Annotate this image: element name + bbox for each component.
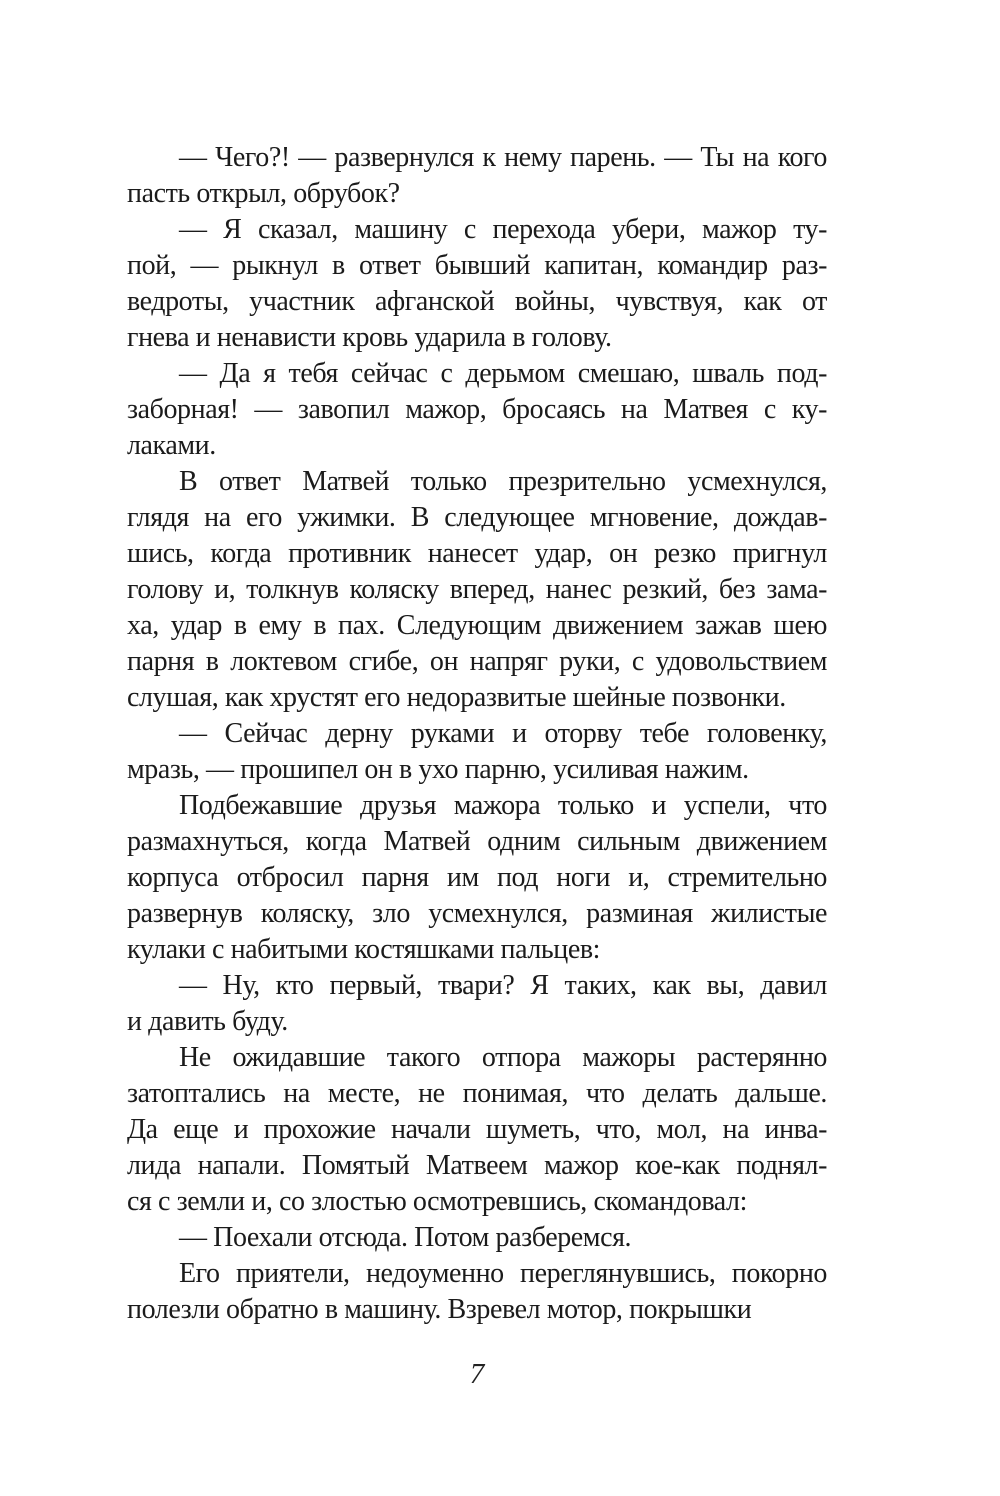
paragraph bbox=[127, 1220, 827, 1256]
text-line: пой, — рыкнул в ответ бывший капитан, командир раз- bbox=[127, 250, 827, 281]
text-line: размахнуться, когда Матвей одним сильным движением bbox=[127, 826, 827, 857]
text-line: голову и, толкнув коляску вперед, нанес резкий, без зама- bbox=[127, 574, 827, 605]
text-line: — Поехали отсюда. Потом разберемся. bbox=[179, 1222, 632, 1253]
text-line: гнева и ненависти кровь ударила в голову. bbox=[127, 322, 612, 353]
text-line: заборная! — завопил мажор, бросаясь на Матвея с ку- bbox=[127, 394, 827, 425]
paragraph bbox=[127, 212, 827, 356]
text-line: ся с земли и, со злостью осмотревшись, скомандовал: bbox=[127, 1186, 747, 1217]
text-line: кулаки с набитыми костяшками пальцев: bbox=[127, 934, 600, 965]
text-line: лаками. bbox=[127, 430, 216, 461]
text-line: — Да я тебя сейчас с дерьмом смешаю, шваль под- bbox=[179, 358, 827, 389]
text-line: Не ожидавшие такого отпора мажоры растерянно bbox=[179, 1042, 827, 1073]
text-line: полезли обратно в машину. Взревел мотор, покрышки bbox=[127, 1294, 752, 1325]
page-text bbox=[127, 140, 827, 1328]
text-line: — Я сказал, машину с перехода убери, мажор ту- bbox=[179, 214, 827, 245]
text-line: — Сейчас дерну руками и оторву тебе головенку, bbox=[179, 718, 827, 749]
paragraph bbox=[127, 1256, 827, 1328]
text-line: В ответ Матвей только презрительно усмехнулся, bbox=[179, 466, 827, 497]
paragraph bbox=[127, 356, 827, 464]
text-line: затоптались на месте, не понимая, что делать дальше. bbox=[127, 1078, 827, 1109]
paragraph bbox=[127, 716, 827, 788]
text-line: глядя на его ужимки. В следующее мгновение, дождав- bbox=[127, 502, 827, 533]
text-line: шись, когда противник нанесет удар, он резко пригнул bbox=[127, 538, 827, 569]
text-line: ведроты, участник афганской войны, чувствуя, как от bbox=[127, 286, 827, 317]
text-line: — Чего?! — развернулся к нему парень. — Ты на кого bbox=[179, 142, 827, 173]
text-line: парня в локтевом сгибе, он напряг руки, с удовольствием bbox=[127, 646, 827, 677]
text-line: Его приятели, недоуменно переглянувшись, покорно bbox=[179, 1258, 827, 1289]
text-line: корпуса отбросил парня им под ноги и, стремительно bbox=[127, 862, 827, 893]
text-line: ха, удар в ему в пах. Следующим движением зажав шею bbox=[127, 610, 827, 641]
paragraph bbox=[127, 968, 827, 1040]
text-line: — Ну, кто первый, твари? Я таких, как вы, давил bbox=[179, 970, 827, 1001]
text-line: мразь, — прошипел он в ухо парню, усиливая нажим. bbox=[127, 754, 749, 785]
text-line: и давить буду. bbox=[127, 1006, 288, 1037]
paragraph bbox=[127, 140, 827, 212]
text-line: лида напали. Помятый Матвеем мажор кое-как поднял- bbox=[127, 1150, 827, 1181]
text-line: Подбежавшие друзья мажора только и успели, что bbox=[179, 790, 827, 821]
text-line: развернув коляску, зло усмехнулся, разминая жилистые bbox=[127, 898, 827, 929]
text-line: слушая, как хрустят его недоразвитые шейные позвонки. bbox=[127, 682, 786, 713]
page-number: 7 bbox=[469, 1358, 485, 1390]
text-line: пасть открыл, обрубок? bbox=[127, 178, 400, 209]
paragraph bbox=[127, 788, 827, 968]
text-line: Да еще и прохожие начали шуметь, что, мол, на инва- bbox=[127, 1114, 827, 1145]
paragraph bbox=[127, 464, 827, 716]
paragraph bbox=[127, 1040, 827, 1220]
